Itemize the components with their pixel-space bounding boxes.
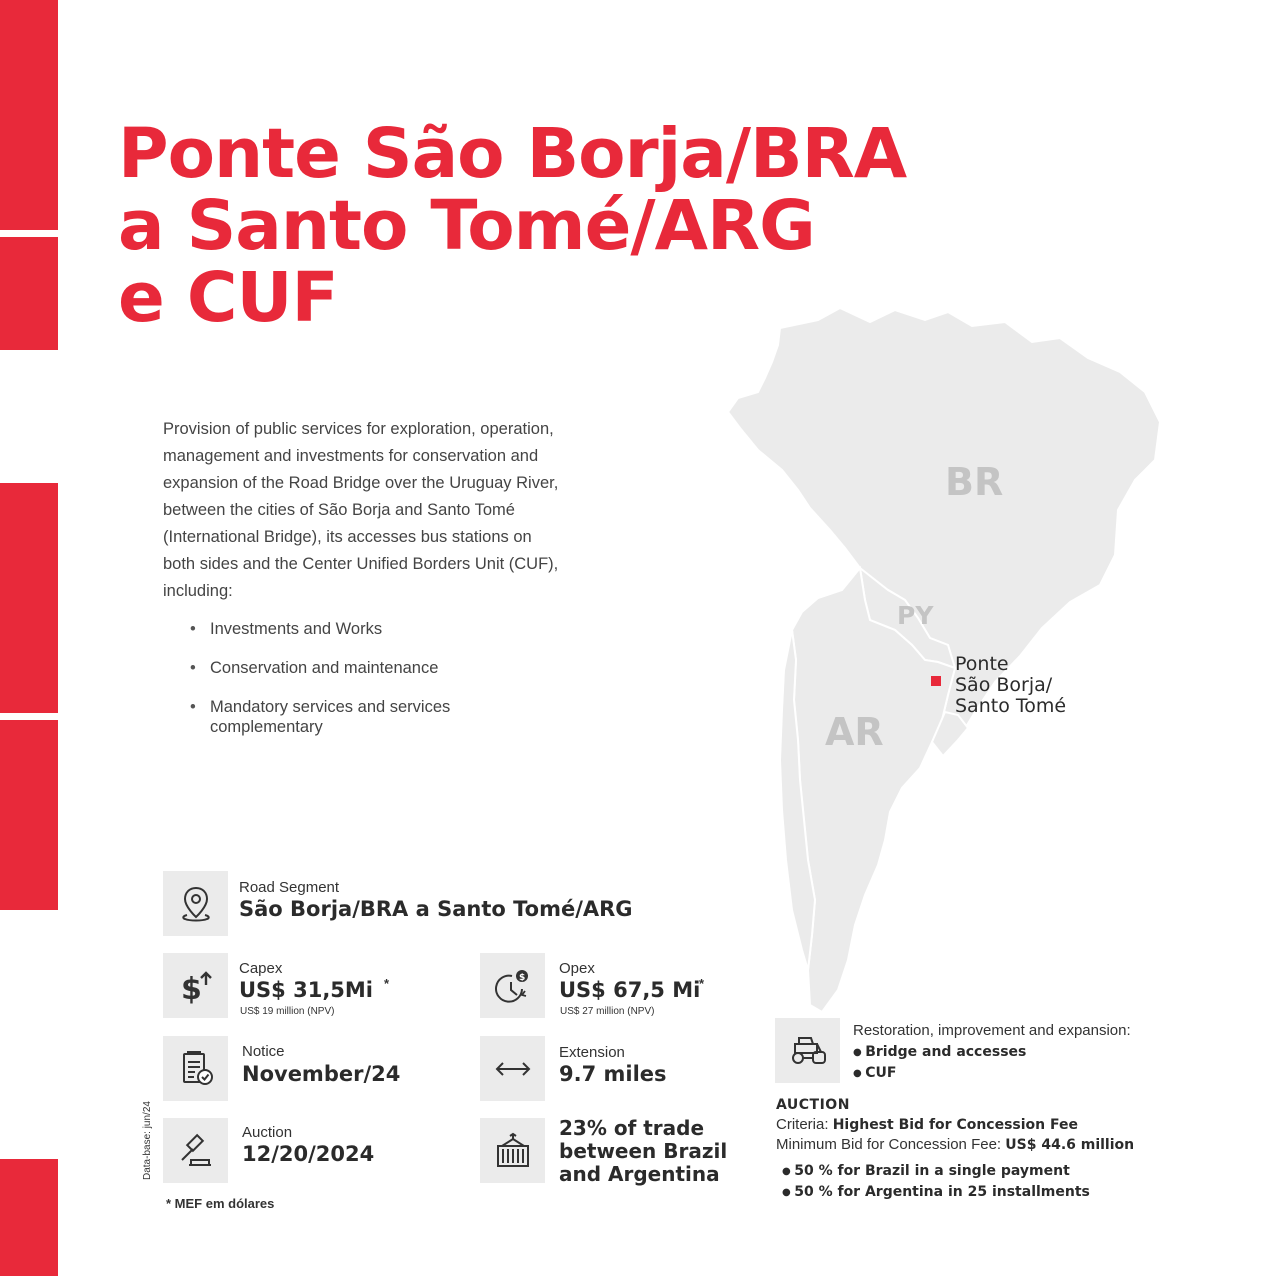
- document-check-icon: [163, 1036, 228, 1101]
- list-item: ● 50 % for Argentina in 25 installments: [782, 1182, 1134, 1203]
- gavel-icon: [163, 1118, 228, 1183]
- list-item: ● CUF: [853, 1063, 1026, 1084]
- title-line-2: a Santo Tomé/ARG: [118, 186, 815, 266]
- notice-value: November/24: [242, 1062, 401, 1086]
- capex-npv: US$ 19 million (NPV): [240, 1006, 335, 1017]
- location-pin-icon: [163, 871, 228, 936]
- pin-label-line: São Borja/: [955, 674, 1053, 696]
- min-bid-label: Minimum Bid for Concession Fee:: [776, 1136, 1002, 1153]
- double-arrow-icon: [480, 1036, 545, 1101]
- capex-label: Capex: [239, 960, 283, 977]
- red-side-bar: [0, 0, 58, 230]
- auction-heading: AUCTION: [776, 1097, 850, 1113]
- notice-label: Notice: [242, 1043, 285, 1060]
- opex-label: Opex: [559, 960, 595, 977]
- min-bid-value: US$ 44.6 million: [1005, 1137, 1135, 1153]
- extension-label: Extension: [559, 1044, 625, 1061]
- bridge-location-marker: [931, 676, 941, 686]
- extension-value: 9.7 miles: [559, 1062, 667, 1086]
- intro-paragraph: Provision of public services for exploration, operation, management and investments for conservation and expansion of the Road Bridge over the Uruguay River, between the cities of São Borja and Santo Tomé (International Bridge), its accesses bus stations on both sides and the Center Unified Borders Unit (CUF), including:: [163, 420, 559, 600]
- intro-bullet-list: [190, 619, 530, 756]
- clock-dollar-icon: [480, 953, 545, 1018]
- auction-details: [776, 1095, 1134, 1203]
- auction-criteria: [776, 1115, 1134, 1135]
- capex-footnote-star: *: [384, 976, 390, 991]
- dollar-up-icon: [163, 953, 228, 1018]
- criteria-label: Criteria:: [776, 1116, 829, 1133]
- criteria-value: Highest Bid for Concession Fee: [832, 1117, 1079, 1133]
- list-item: ● 50 % for Brazil in a single payment: [782, 1161, 1134, 1182]
- south-america-map: [720, 300, 1170, 1020]
- pin-label-line: Ponte: [955, 653, 1009, 675]
- opex-footnote-star: *: [699, 976, 705, 991]
- trade-line: and Argentina: [559, 1162, 720, 1186]
- auction-min-bid: [776, 1135, 1134, 1155]
- pin-label-line: Santo Tomé: [955, 695, 1067, 717]
- database-date: Data-base: jun/24: [142, 1101, 153, 1180]
- map-label-py: PY: [897, 601, 934, 630]
- red-side-bar: [0, 1159, 58, 1276]
- opex-value: US$ 67,5 Mi: [559, 978, 701, 1002]
- list-item: ● Bridge and accesses: [853, 1042, 1026, 1063]
- road-segment-label: Road Segment: [239, 879, 340, 896]
- title-line-3: e CUF: [118, 258, 338, 338]
- trade-line: 23% of trade: [559, 1116, 705, 1140]
- container-icon: [480, 1118, 545, 1183]
- opex-npv: US$ 27 million (NPV): [560, 1006, 655, 1017]
- map-label-ar: AR: [825, 710, 884, 754]
- svg-text:$: $: [518, 972, 525, 983]
- road-roller-icon: [775, 1018, 840, 1083]
- red-side-bar: [0, 483, 58, 713]
- red-side-bar: [0, 237, 58, 350]
- map-label-br: BR: [945, 460, 1004, 504]
- list-item: • Investments and Works: [190, 619, 530, 639]
- restoration-title: Restoration, improvement and expansion:: [853, 1022, 1131, 1039]
- auction-split-list: [776, 1161, 1134, 1203]
- trade-share: [559, 1117, 727, 1186]
- auction-label: Auction: [242, 1124, 293, 1141]
- restoration-list: [853, 1042, 1026, 1084]
- trade-line: between Brazil: [559, 1139, 728, 1163]
- red-side-bar: [0, 720, 58, 910]
- svg-text:$: $: [180, 971, 202, 1007]
- bridge-location-label: [955, 654, 1066, 717]
- capex-value: US$ 31,5Mi: [239, 978, 374, 1002]
- road-segment-value: São Borja/BRA a Santo Tomé/ARG: [239, 897, 633, 921]
- list-item: • Mandatory services and services complementary: [190, 697, 530, 737]
- list-item: • Conservation and maintenance: [190, 658, 530, 678]
- title-line-1: Ponte São Borja/BRA: [118, 114, 907, 194]
- auction-value: 12/20/2024: [242, 1142, 375, 1166]
- mef-footnote: * MEF em dólares: [166, 1196, 275, 1211]
